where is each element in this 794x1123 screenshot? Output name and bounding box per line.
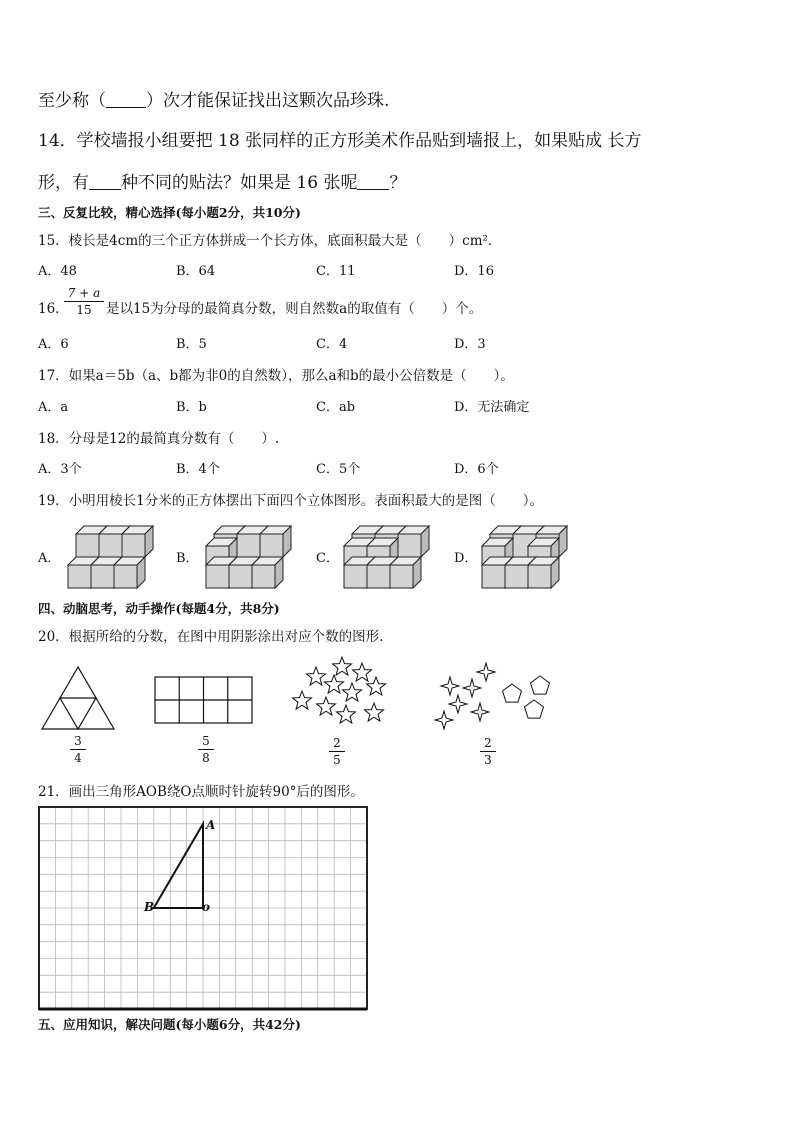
- cube-front: [505, 565, 528, 588]
- q16-option-d[interactable]: D．3: [454, 337, 486, 352]
- star-shape: [337, 705, 356, 723]
- q15-stem: 15．棱长是4cm的三个正方体拼成一个长方体，底面积最大是（ ）cm²．: [38, 233, 502, 249]
- cube-front: [344, 565, 367, 588]
- q20-fraction-4: [480, 736, 496, 767]
- q16-option-b[interactable]: B．5: [176, 337, 207, 352]
- cube-front: [76, 534, 99, 557]
- q17-stem: 17．如果a＝5b（a、b都为非0的自然数），那么a和b的最小公倍数是（ ）。: [38, 368, 514, 384]
- q20-fraction-3-num: 2: [333, 736, 341, 750]
- sparkle-shape: [477, 663, 495, 681]
- q21-stem: 21．画出三角形AOB绕O点顺时针旋转90°后的图形。: [38, 784, 364, 800]
- q18-option-b[interactable]: B．4个: [176, 462, 220, 477]
- cube-front: [528, 565, 551, 588]
- q20-stars-figure: [288, 655, 388, 735]
- q20-fraction-2: [198, 734, 214, 765]
- q20-fraction-2-den: 8: [202, 751, 210, 765]
- q16-option-a[interactable]: A．6: [38, 337, 69, 352]
- star-shape: [343, 683, 362, 701]
- sparkle-shape: [471, 703, 489, 721]
- q14-line2-b: 种不同的贴法？如果是 16 张呢: [121, 173, 358, 193]
- q18-option-a[interactable]: A．3个: [38, 462, 82, 477]
- q17-option-a[interactable]: A．a: [38, 400, 69, 415]
- q21-label-o: o: [202, 900, 211, 914]
- fraction-bar: [198, 749, 214, 750]
- sparkle-shape: [449, 695, 467, 713]
- q21-label-a: A: [206, 818, 216, 832]
- section-5-heading: 五、应用知识，解决问题(每小题6分，共42分): [38, 1017, 301, 1032]
- pentagon-shape: [531, 676, 550, 694]
- star-shape: [317, 697, 336, 715]
- cube-front: [260, 534, 283, 557]
- q14-blank-1[interactable]: [89, 172, 121, 190]
- q19-option-d[interactable]: D．: [454, 551, 478, 566]
- q19-figure-d: [480, 520, 576, 592]
- sparkle-shape: [441, 677, 459, 695]
- star-shape: [353, 663, 372, 681]
- q20-fraction-2-num: 5: [202, 734, 210, 748]
- cube-front: [229, 565, 252, 588]
- q16-fraction: [64, 286, 104, 317]
- section-3-heading: 三、反复比较，精心选择(每小题2分，共10分): [38, 205, 301, 220]
- q18-option-d[interactable]: D．6个: [454, 462, 499, 477]
- q19-option-c[interactable]: C．: [316, 551, 339, 566]
- fraction-bar: [480, 751, 496, 752]
- star-shape: [293, 691, 312, 709]
- star-shape: [325, 675, 344, 693]
- pentagon-shape: [503, 684, 522, 702]
- cube-front: [398, 534, 421, 557]
- q16-fraction-bar: [64, 301, 104, 302]
- q20-fraction-1: [70, 734, 86, 765]
- cube-front: [91, 565, 114, 588]
- q20-fraction-3: [329, 736, 345, 767]
- q15-option-d[interactable]: D．16: [454, 264, 494, 279]
- q14-line1: 14．学校墙报小组要把 18 张同样的正方形美术作品贴到墙报上，如果贴成 长方: [38, 131, 642, 151]
- pentagon-shape: [525, 700, 544, 718]
- q20-stem: 20．根据所给的分数，在图中用阴影涂出对应个数的图形.: [38, 629, 384, 645]
- q17-option-c[interactable]: C．ab: [316, 400, 356, 415]
- q16-fraction-numerator: 7 + a: [67, 286, 101, 300]
- q15-option-c[interactable]: C．11: [316, 264, 356, 279]
- section-4-heading: 四、动脑思考，动手操作(每题4分，共8分): [38, 601, 280, 616]
- sparkle-shape: [435, 711, 453, 729]
- cube-front: [68, 565, 91, 588]
- star-shape: [365, 703, 384, 721]
- q13-blank[interactable]: [106, 90, 146, 108]
- q16-num: 16．: [38, 301, 69, 317]
- fraction-bar: [70, 749, 86, 750]
- cube-front: [390, 565, 413, 588]
- cube-front: [482, 565, 505, 588]
- q20-fraction-3-den: 5: [333, 753, 341, 767]
- fraction-bar: [329, 751, 345, 752]
- q18-stem: 18．分母是12的最简真分数有（ ）.: [38, 431, 280, 447]
- q20-fraction-4-num: 2: [484, 736, 492, 750]
- q14-blank-2[interactable]: [357, 172, 389, 190]
- q15-option-a[interactable]: A．48: [38, 264, 77, 279]
- q20-rectangle-grid-figure: [154, 676, 254, 724]
- q20-triangle-figure: [40, 665, 116, 731]
- q14-line2-c: ？: [389, 173, 407, 193]
- q19-stem: 19．小明用棱长1分米的正方体摆出下面四个立体图形。表面积最大的是图（ ）。: [38, 493, 544, 509]
- q17-option-b[interactable]: B．b: [176, 400, 207, 415]
- q20-fraction-1-num: 3: [74, 734, 82, 748]
- q14-line2-a: 形，有: [38, 173, 89, 193]
- cube-front: [99, 534, 122, 557]
- cube-front: [114, 565, 137, 588]
- q21-label-b: B: [144, 900, 155, 914]
- q15-option-b[interactable]: B．64: [176, 264, 216, 279]
- cube-front: [122, 534, 145, 557]
- q20-fraction-4-den: 3: [484, 753, 492, 767]
- cube-front: [252, 565, 275, 588]
- q16-stem: 是以15为分母的最简真分数，则自然数a的取值有（ ）个。: [106, 301, 483, 317]
- q19-figure-b: [204, 520, 300, 592]
- q19-figure-a: [66, 520, 162, 592]
- sparkle-shape: [463, 679, 481, 697]
- q20-fraction-1-den: 4: [74, 751, 82, 765]
- q13-tail: [38, 86, 389, 111]
- star-shape: [367, 677, 386, 695]
- q16-option-c[interactable]: C．4: [316, 337, 348, 352]
- q18-option-c[interactable]: C．5个: [316, 462, 361, 477]
- cube-front: [206, 565, 229, 588]
- star-shape: [307, 667, 326, 685]
- cube-front: [367, 565, 390, 588]
- q13-suffix: ）次才能保证找出这颗次品珍珠.: [146, 91, 390, 111]
- q16-fraction-denominator: 15: [76, 303, 92, 317]
- q19-option-a[interactable]: A．: [38, 551, 61, 566]
- star-shape: [333, 657, 352, 675]
- q19-option-b[interactable]: B．: [176, 551, 199, 566]
- q13-prefix: 至少称（: [38, 91, 106, 111]
- q17-option-d[interactable]: D．无法确定: [454, 400, 530, 415]
- q14-line2: [38, 168, 406, 193]
- cube-front: [237, 534, 260, 557]
- q19-figure-c: [342, 520, 438, 592]
- q20-sparkles-pentagons-figure: [430, 660, 560, 735]
